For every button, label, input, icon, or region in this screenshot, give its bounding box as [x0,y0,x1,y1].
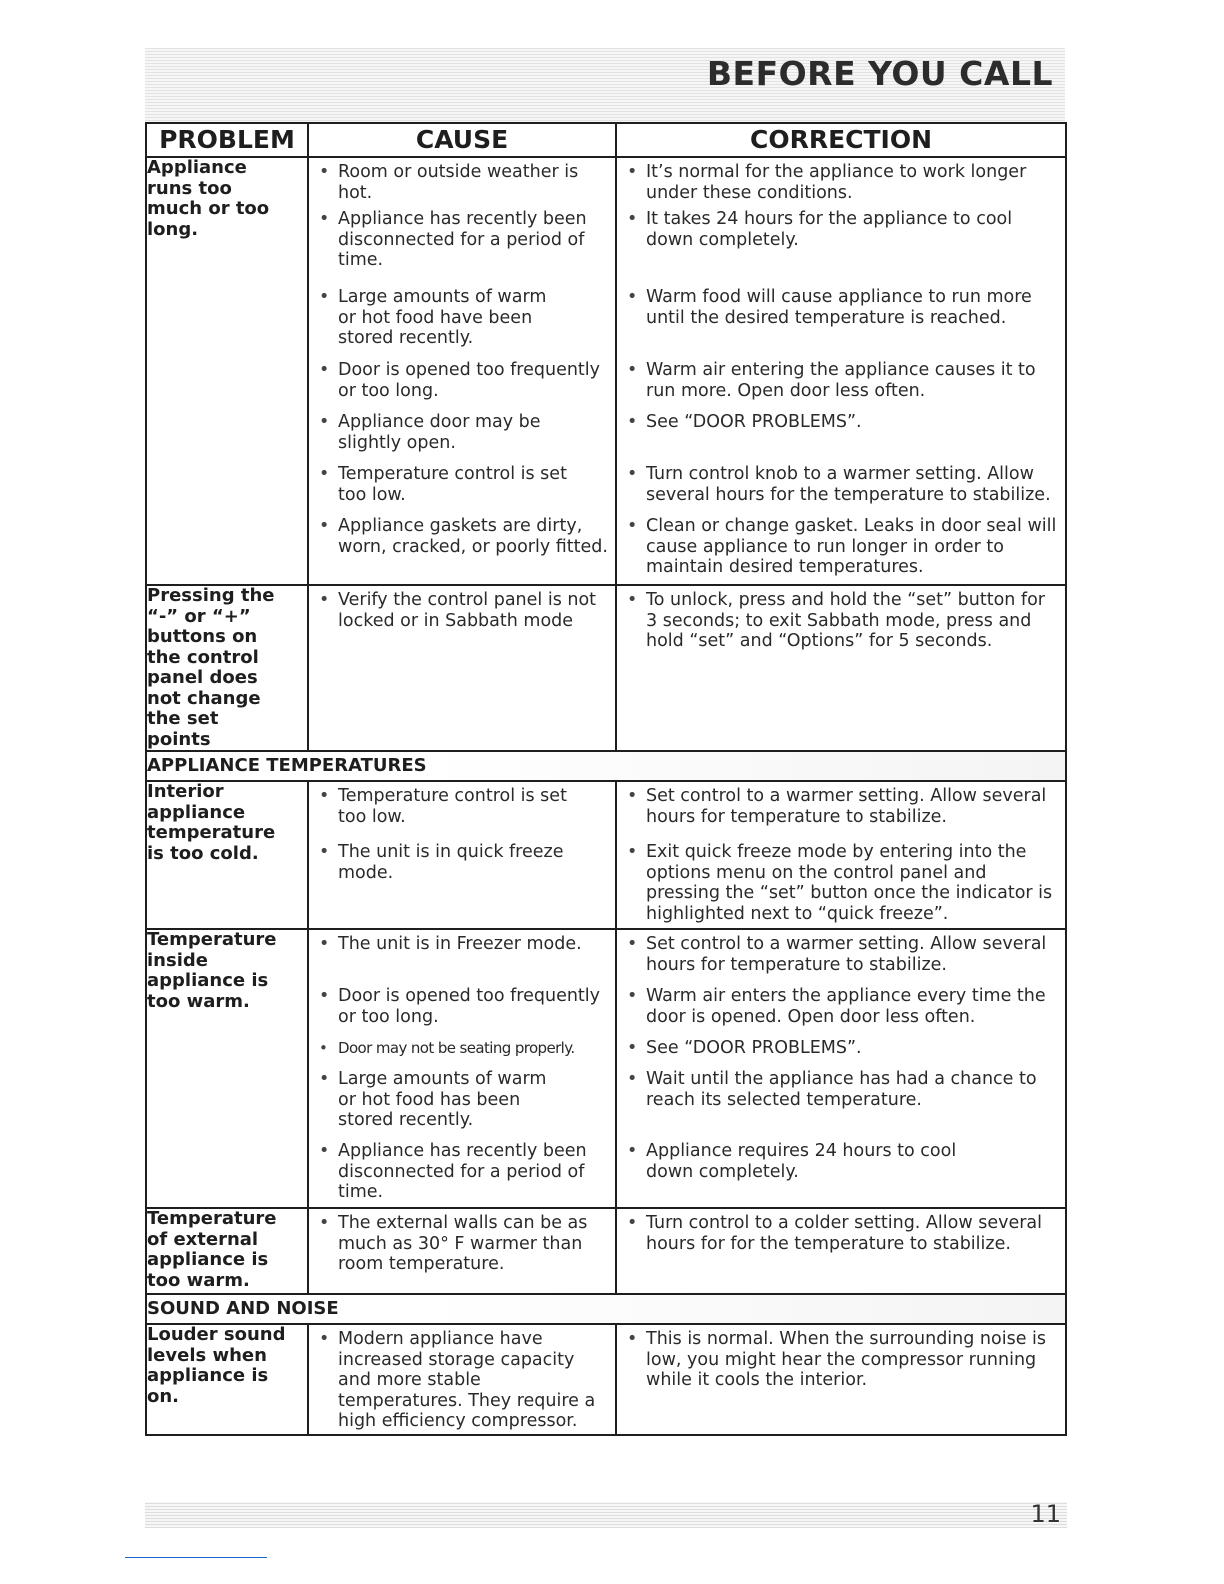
column-header-cause: CAUSE [308,123,616,157]
table-row [146,781,1066,929]
table-row [146,1324,1066,1435]
correction-item: • Wait until the appliance has had a chance to reach its selected temperature. [617,1069,1061,1141]
problem-cell [146,585,308,751]
section-header-row [146,751,1066,781]
troubleshooting-table [145,122,1067,1436]
cause-item: • Temperature control is set too low. [309,786,611,842]
cause-item: • Room or outside weather is hot. [309,162,611,209]
cause-item: • Large amounts of warm or hot food have been stored recently. [309,287,611,360]
table-header-row [146,123,1066,157]
correction-cell [616,781,1066,929]
problem-cell [146,1208,308,1294]
correction-item: • Set control to a warmer setting. Allow several hours for temperature to stabilize. [617,934,1061,986]
cause-cell [308,929,616,1208]
problem-cell [146,157,308,585]
correction-item: • Warm air entering the appliance causes it to run more. Open door less often. [617,360,1061,412]
table-row [146,585,1066,751]
cause-cell [308,1208,616,1294]
column-header-problem: PROBLEM [146,123,308,157]
header-band [145,48,1065,124]
cause-item: • Door is opened too frequently or too long. [309,986,611,1038]
divider [125,1557,267,1558]
cause-cell [308,157,616,585]
cause-item: • Appliance has recently been disconnected for a period of time. [309,209,611,287]
cause-item: • The external walls can be as much as 30° F warmer than room temperature. [309,1213,611,1275]
table-row [146,929,1066,1208]
correction-item: • See “DOOR PROBLEMS”. [617,1038,1061,1069]
problem-text: Temperature of external appliance is too warm. [147,1208,277,1291]
correction-item: • Warm food will cause appliance to run more until the desired temperature is reached. [617,287,1061,360]
table-row [146,157,1066,585]
problem-text: Appliance runs too much or too long. [147,157,270,240]
page-number: 11 [1030,1500,1061,1528]
correction-item: • Set control to a warmer setting. Allow several hours for temperature to stabilize. [617,786,1061,842]
correction-item: • Turn control knob to a warmer setting. Allow several hours for the temperature to stabilize. [617,464,1061,516]
cause-item: • Verify the control panel is not locked or in Sabbath mode [309,590,611,631]
problem-cell [146,929,308,1208]
problem-text: Pressing the “-” or “+” buttons on the control panel does not change the set points [147,585,275,750]
correction-item: • Appliance requires 24 hours to cool down completely. [617,1141,1061,1205]
cause-cell [308,1324,616,1435]
correction-cell [616,1324,1066,1435]
problem-text: Louder sound levels when appliance is on. [147,1324,286,1407]
cause-item: • Modern appliance have increased storage capacity and more stable temperatures. They require a high efficiency compressor. [309,1329,611,1432]
section-title: SOUND AND NOISE [146,1294,1066,1324]
correction-cell [616,157,1066,585]
correction-item: • This is normal. When the surrounding noise is low, you might hear the compressor running while it cools the interior. [617,1329,1061,1391]
correction-cell [616,1208,1066,1294]
cause-cell [308,585,616,751]
cause-item: • Appliance has recently been disconnected for a period of time. [309,1141,611,1205]
correction-item: • Clean or change gasket. Leaks in door seal will cause appliance to run longer in order to maintain desired temperatures. [617,516,1061,582]
correction-item: • To unlock, press and hold the “set” button for 3 seconds; to exit Sabbath mode, press and hold “set” and “Options” for 5 seconds. [617,590,1061,652]
cause-item: • Large amounts of warm or hot food has been stored recently. [309,1069,611,1141]
problem-text: Temperature inside appliance is too warm. [147,929,277,1012]
correction-cell [616,929,1066,1208]
cause-item: • The unit is in Freezer mode. [309,934,611,986]
cause-item: • Appliance door may be slightly open. [309,412,611,464]
correction-item: • Exit quick freeze mode by entering into the options menu on the control panel and pressing the “set” button once the indicator is highlighted next to “quick freeze”. [617,842,1061,924]
correction-item: • It’s normal for the appliance to work longer under these conditions. [617,162,1061,209]
cause-cell [308,781,616,929]
problem-cell [146,781,308,929]
cause-item: • Door may not be seating properly. [309,1038,611,1069]
correction-item: • Turn control to a colder setting. Allow several hours for for the temperature to stabilize. [617,1213,1061,1254]
cause-item: • Temperature control is set too low. [309,464,611,516]
cause-item: • Door is opened too frequently or too long. [309,360,611,412]
footer-band [145,1502,1067,1528]
section-header-row [146,1294,1066,1324]
section-title: APPLIANCE TEMPERATURES [146,751,1066,781]
problem-cell [146,1324,308,1435]
column-header-correction: CORRECTION [616,123,1066,157]
page-title: BEFORE YOU CALL [706,54,1053,93]
correction-cell [616,585,1066,751]
cause-item: • Appliance gaskets are dirty, worn, cracked, or poorly fitted. [309,516,611,582]
cause-item: • The unit is in quick freeze mode. [309,842,611,883]
correction-item: • It takes 24 hours for the appliance to cool down completely. [617,209,1061,287]
problem-text: Interior appliance temperature is too cold. [147,781,276,864]
correction-item: • Warm air enters the appliance every time the door is opened. Open door less often. [617,986,1061,1038]
correction-item: • See “DOOR PROBLEMS”. [617,412,1061,464]
table-row [146,1208,1066,1294]
